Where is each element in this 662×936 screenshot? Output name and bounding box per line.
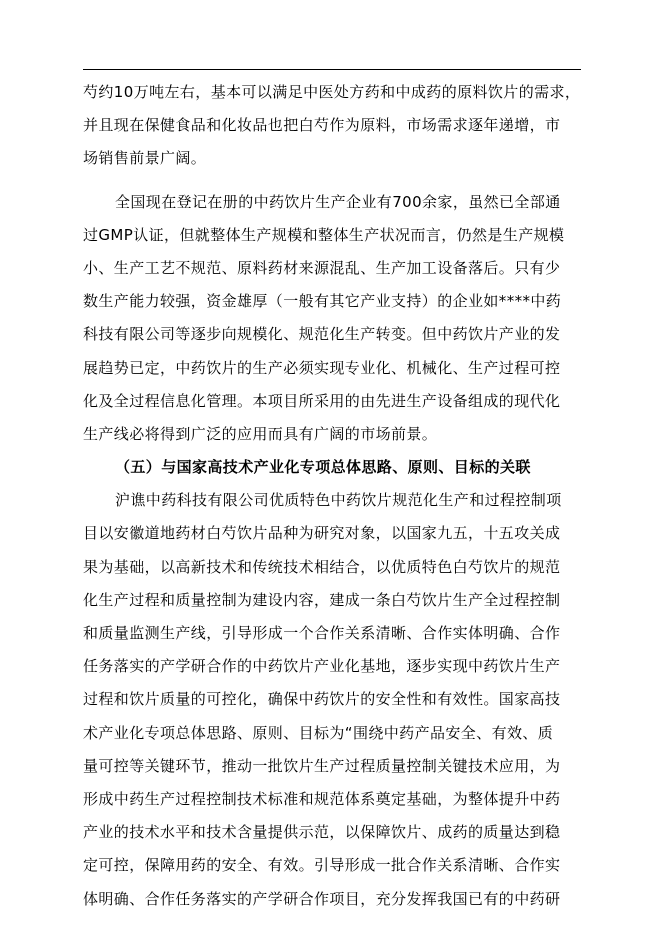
paragraph-industry-status: [83, 186, 581, 452]
text-line: 和质量监测生产线，引导形成一个合作关系清晰、合作实体明确、合作: [83, 624, 561, 642]
text-line: 量可控等关键环节，推动一批饮片生产过程质量控制关键技术应用，为: [83, 756, 561, 775]
text-line: 全国现在登记在册的中药饮片生产企业有700余家，虽然已全部通: [115, 192, 561, 211]
text-line: 体明确、合作任务落实的产学研合作项目，充分发挥我国已有的中药研: [83, 889, 561, 908]
text-line: 化生产过程和质量控制为建设内容，建成一条白芍饮片生产全过程控制: [83, 590, 561, 609]
text-line: 产业的技术水平和技术含量提供示范，以保障饮片、成药的质量达到稳: [83, 823, 561, 842]
text-line: 场销售前景广阔。: [83, 149, 207, 168]
text-line: 过程和饮片质量的可控化，确保中药饮片的安全性和有效性。国家高技: [83, 690, 561, 709]
text-line: 任务落实的产学研合作的中药饮片产业化基地，逐步实现中药饮片生产: [83, 657, 561, 676]
paragraph-continuation: [83, 76, 581, 176]
text-line: 过GMP认证，但就整体生产规模和整体生产状况而言，仍然是生产规模: [83, 225, 565, 244]
text-line: 果为基础，以高新技术和传统技术相结合，以优质特色白芍饮片的规范: [83, 557, 561, 576]
text-line: 生产线必将得到广泛的应用而具有广阔的市场前景。: [83, 424, 438, 443]
text-line: 沪谯中药科技有限公司优质特色中药饮片规范化生产和过程控制项: [115, 491, 562, 510]
paragraph-gap: [83, 176, 581, 186]
text-line: 芍约10万吨左右，基本可以满足中医处方药和中成药的原料饮片的需求，: [83, 83, 581, 101]
text-line: 形成中药生产过程控制技术标准和规范体系奠定基础，为整体提升中药: [83, 789, 561, 808]
text-line: 目以安徽道地药材白芍饮片品种为研究对象，以国家九五，十五攻关成: [83, 524, 561, 543]
text-line: 展趋势已定，中药饮片的生产必须实现专业化、机械化、生产过程可控: [83, 358, 561, 377]
paragraph-project-relation: [83, 484, 581, 915]
text-line: 数生产能力较强，资金雄厚（一般有其它产业支持）的企业如****中药: [83, 292, 562, 311]
text-line: 科技有限公司等逐步向规模化、规范化生产转变。但中药饮片产业的发: [83, 325, 561, 344]
text-line: 术产业化专项总体思路、原则、目标为“围绕中药产品安全、有效、质: [83, 723, 554, 742]
text-line: 并且现在保健食品和化妆品也把白芍作为原料，市场需求逐年递增，市: [83, 116, 561, 135]
section-heading: （五）与国家高技术产业化专项总体思路、原则、目标的关联: [115, 458, 531, 477]
text-line: 小、生产工艺不规范、原料药材来源混乱、生产加工设备落后。只有少: [83, 258, 561, 277]
text-line: 定可控，保障用药的安全、有效。引导形成一批合作关系清晰、合作实: [83, 856, 561, 875]
page-body: [83, 76, 581, 916]
header-rule: [83, 69, 581, 70]
text-line: 化及全过程信息化管理。本项目所采用的由先进生产设备组成的现代化: [83, 391, 561, 410]
